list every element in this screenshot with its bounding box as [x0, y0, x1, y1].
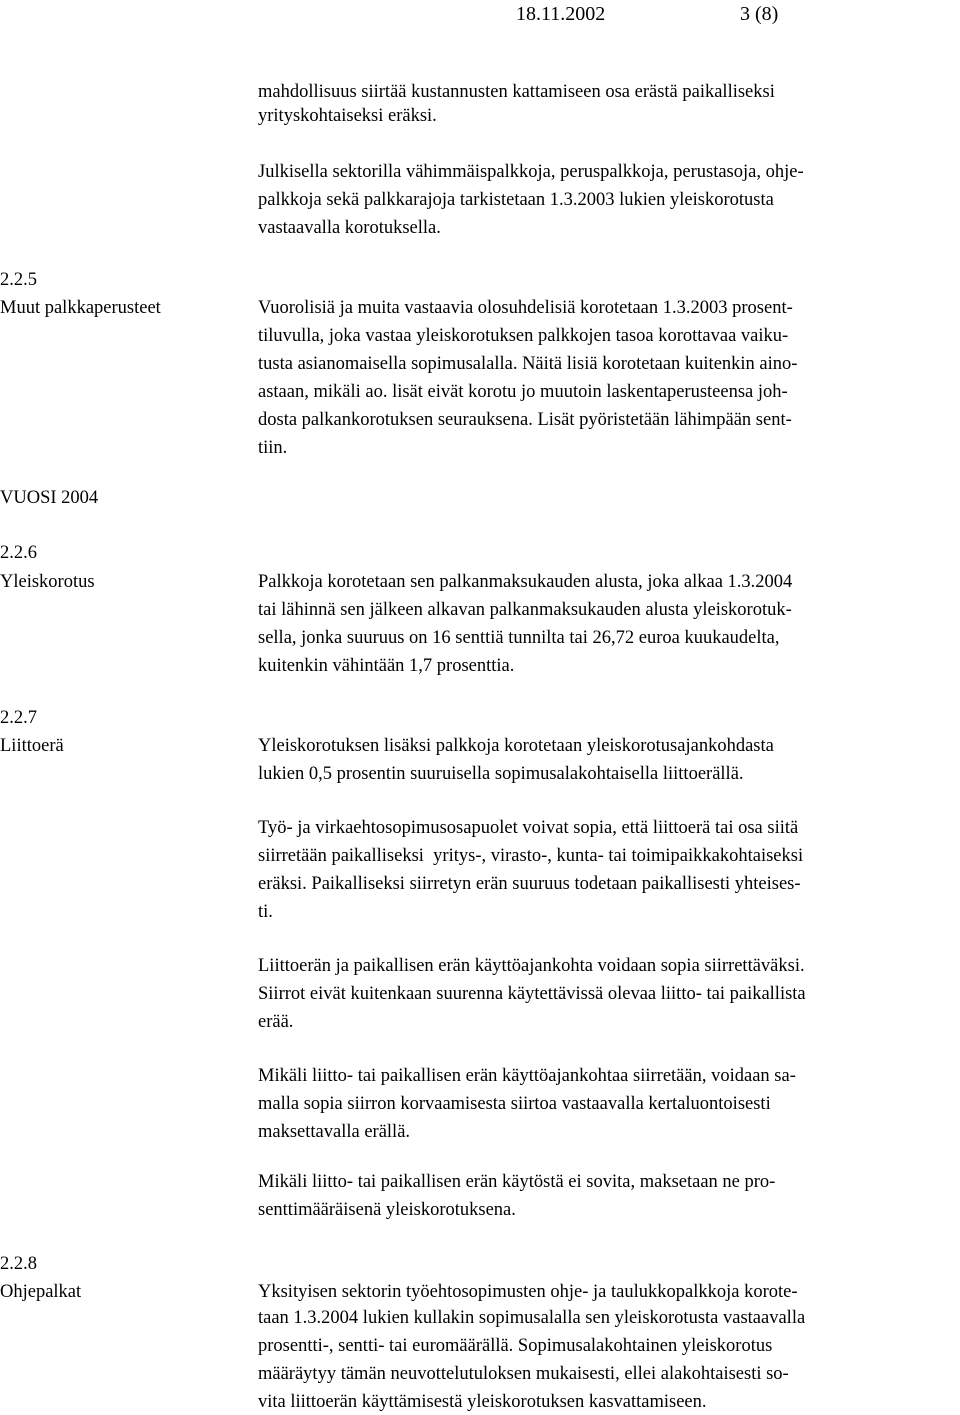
- paragraph-line: Vuorolisiä ja muita vastaavia olosuhdelisiä korotetaan 1.3.2003 prosent-: [258, 298, 793, 318]
- paragraph-line: malla sopia siirron korvaamisesta siirtoa vastaavalla kertaluontoisesti: [258, 1094, 771, 1114]
- paragraph-line: Mikäli liitto- tai paikallisen erän käyttöajankohtaa siirretään, voidaan sa-: [258, 1066, 796, 1086]
- section-title: Muut palkkaperusteet: [0, 298, 161, 318]
- paragraph-line: Siirrot eivät kuitenkaan suurenna käytettävissä olevaa liitto- tai paikallista: [258, 984, 806, 1004]
- page-number: 3 (8): [740, 3, 779, 25]
- paragraph-line: palkkoja sekä palkkarajoja tarkistetaan 1.3.2003 lukien yleiskorotusta: [258, 190, 774, 210]
- paragraph-line: Työ- ja virkaehtosopimusosapuolet voivat sopia, että liittoerä tai osa siitä: [258, 818, 799, 838]
- section-title: Yleiskorotus: [0, 572, 95, 592]
- paragraph-line: Julkisella sektorilla vähimmäispalkkoja, peruspalkkoja, perustasoja, ohje-: [258, 162, 804, 182]
- paragraph-line: vita liittoerän käyttämisestä yleiskorotuksen kasvattamiseen.: [258, 1392, 707, 1412]
- section-number: 2.2.7: [0, 708, 37, 728]
- paragraph-line: tiluvulla, joka vastaa yleiskorotuksen palkkojen tasoa korottavaa vaiku-: [258, 326, 789, 346]
- section-title: Liittoerä: [0, 736, 64, 756]
- section-number: 2.2.8: [0, 1254, 37, 1274]
- paragraph-line: Yksityisen sektorin työehtosopimusten ohje- ja taulukkopalkkoja korote-: [258, 1282, 798, 1302]
- paragraph-line: astaan, mikäli ao. lisät eivät korotu jo muutoin laskentaperusteensa joh-: [258, 382, 788, 402]
- paragraph-line: erää.: [258, 1012, 294, 1032]
- year-heading: VUOSI 2004: [0, 488, 99, 508]
- paragraph-line: ti.: [258, 902, 273, 922]
- paragraph-line: Liittoerän ja paikallisen erän käyttöajankohta voidaan sopia siirrettäväksi.: [258, 956, 805, 976]
- paragraph-line: kuitenkin vähintään 1,7 prosenttia.: [258, 656, 515, 676]
- paragraph-line: vastaavalla korotuksella.: [258, 218, 441, 238]
- section-title: Ohjepalkat: [0, 1282, 82, 1302]
- paragraph-line: siirretään paikalliseksi yritys-, virasto-, kunta- tai toimipaikkakohtaiseksi: [258, 846, 804, 866]
- paragraph-line: Yleiskorotuksen lisäksi palkkoja korotetaan yleiskorotusajankohdasta: [258, 736, 774, 756]
- document-date: 18.11.2002: [516, 3, 606, 25]
- paragraph-line: maksettavalla erällä.: [258, 1122, 411, 1142]
- paragraph-line: lukien 0,5 prosentin suuruisella sopimusalakohtaisella liittoerällä.: [258, 764, 744, 784]
- paragraph-line: yrityskohtaiseksi eräksi.: [258, 106, 437, 126]
- paragraph-line: tiin.: [258, 438, 288, 458]
- paragraph-line: tusta asianomaisella sopimusalalla. Näitä lisiä korotetaan kuitenkin aino-: [258, 354, 798, 374]
- paragraph-line: mahdollisuus siirtää kustannusten kattamiseen osa erästä paikalliseksi: [258, 82, 775, 102]
- paragraph-line: prosentti-, sentti- tai euromäärällä. Sopimusalakohtainen yleiskorotus: [258, 1336, 773, 1356]
- paragraph-line: senttimääräisenä yleiskorotuksena.: [258, 1200, 516, 1220]
- paragraph-line: taan 1.3.2004 lukien kullakin sopimusalalla sen yleiskorotusta vastaavalla: [258, 1308, 806, 1328]
- paragraph-line: määräytyy tämän neuvottelutuloksen mukaisesti, ellei alakohtaisesti so-: [258, 1364, 789, 1384]
- section-number: 2.2.5: [0, 270, 37, 290]
- section-number: 2.2.6: [0, 543, 37, 563]
- paragraph-line: sella, jonka suuruus on 16 senttiä tunnilta tai 26,72 euroa kuukaudelta,: [258, 628, 780, 648]
- paragraph-line: tai lähinnä sen jälkeen alkavan palkanmaksukauden alusta yleiskorotuk-: [258, 600, 792, 620]
- paragraph-line: Mikäli liitto- tai paikallisen erän käytöstä ei sovita, maksetaan ne pro-: [258, 1172, 776, 1192]
- paragraph-line: dosta palkankorotuksen seurauksena. Lisät pyöristetään lähimpään sent-: [258, 410, 792, 430]
- paragraph-line: eräksi. Paikalliseksi siirretyn erän suuruus todetaan paikallisesti yhteises-: [258, 874, 801, 894]
- paragraph-line: Palkkoja korotetaan sen palkanmaksukauden alusta, joka alkaa 1.3.2004: [258, 572, 793, 592]
